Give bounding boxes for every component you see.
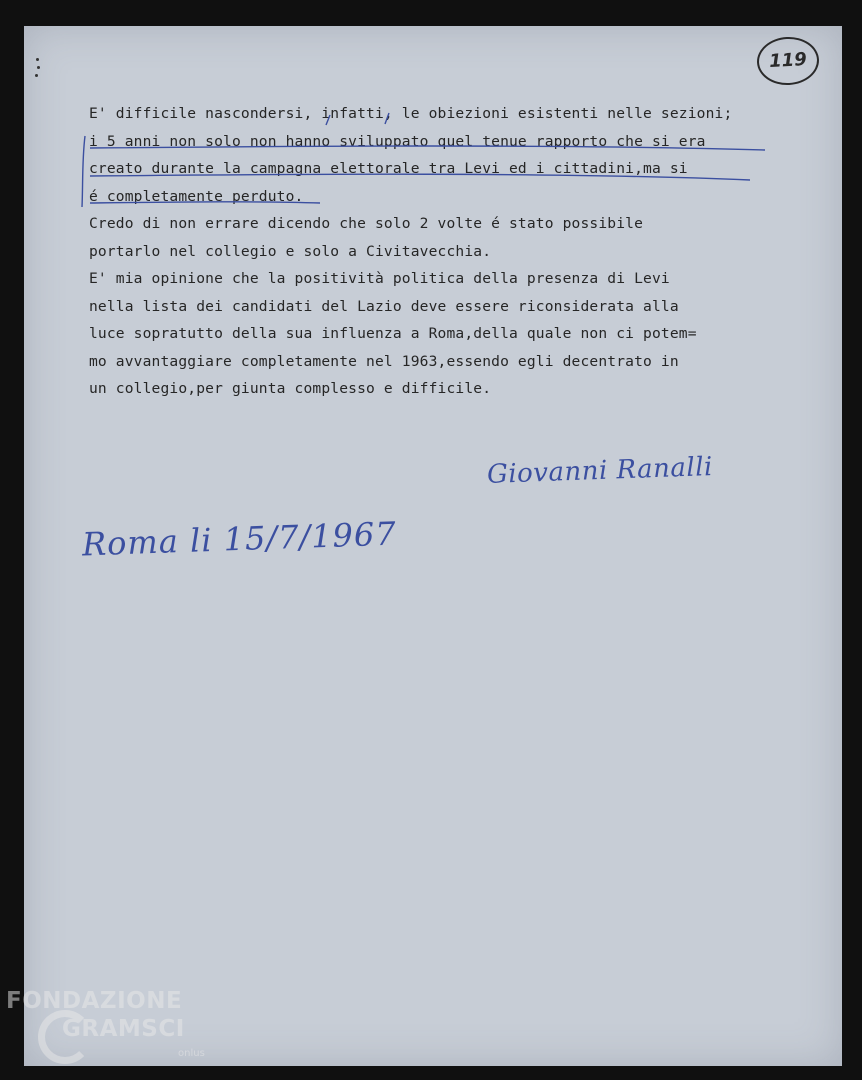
margin-bracket-mark — [82, 136, 85, 207]
body-line: portarlo nel collegio e solo a Civitavecchia. — [89, 242, 492, 260]
body-line: luce sopratutto della sua influenza a Roma,della quale non ci potem= — [89, 325, 697, 342]
logo-text-line1: FONDAZIONE — [6, 988, 183, 1014]
body-line: un collegio,per giunta complesso e difficile. — [89, 380, 492, 397]
body-line: é completamente perduto. — [89, 187, 304, 205]
logo-text-line2: GRAMSCI — [62, 1016, 185, 1042]
body-line: i 5 anni non solo non hanno sviluppato quel tenue rapporto che si era — [89, 132, 706, 150]
body-line: Credo di non errare dicendo che solo 2 volte é stato possibile — [89, 215, 644, 232]
underline-mark — [90, 174, 750, 180]
handwritten-signature: Giovanni Ranalli — [486, 452, 714, 490]
body-line: E' mia opinione che la positività politica della presenza di Levi — [89, 270, 670, 287]
body-line: nella lista dei candidati del Lazio deve essere riconsiderata alla — [89, 297, 679, 315]
comma-mark — [385, 113, 389, 124]
body-line: mo avvantaggiare completamente nel 1963,essendo egli decentrato in — [89, 352, 679, 370]
handwritten-place-date: Roma li 15/7/1967 — [81, 514, 398, 564]
comma-mark — [326, 115, 330, 125]
logo-text-line3: onlus — [178, 1048, 205, 1059]
archive-watermark-logo — [6, 988, 216, 1074]
body-line: E' difficile nascondersi, infatti, le obiezioni esistenti nelle sezioni; — [89, 105, 733, 122]
page-number-circle: 119 — [756, 35, 820, 86]
underline-mark — [90, 146, 765, 150]
underline-mark — [90, 202, 320, 203]
body-line: creato durante la campagna elettorale tra Levi ed i cittadini,ma si — [89, 160, 688, 177]
